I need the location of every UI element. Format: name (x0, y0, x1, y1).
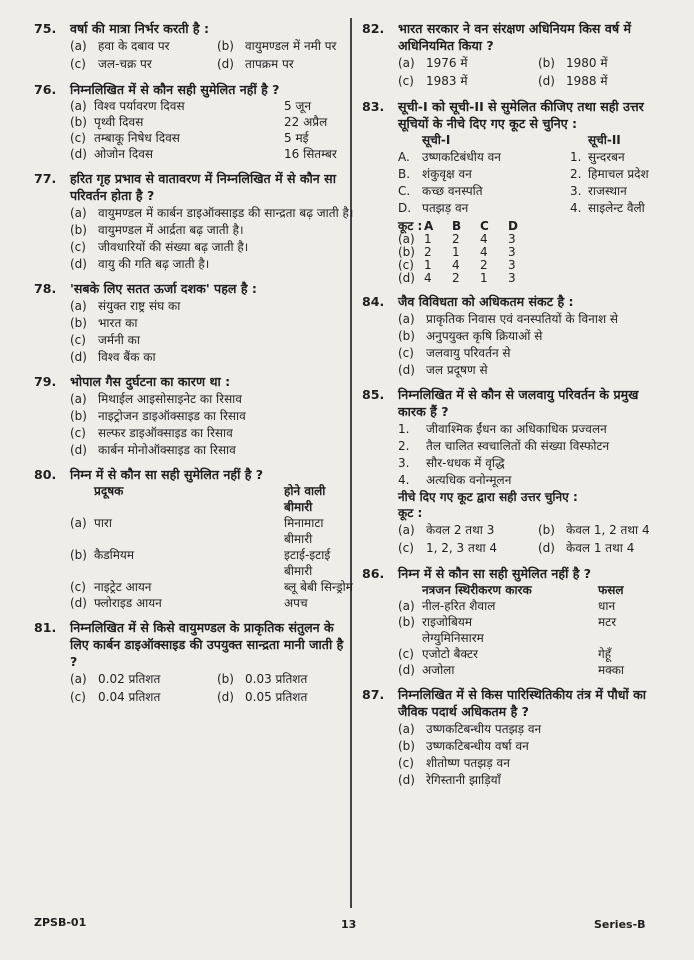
row-number: 2. (570, 167, 582, 181)
question-text: निम्नलिखित में से कौन सही सुमेलित नहीं है ? (70, 82, 280, 97)
option-c[interactable] (398, 540, 528, 556)
option-text: वायुमण्डल में आर्द्रता बढ़ जाती है। (98, 223, 244, 237)
option-label: (c) (398, 74, 414, 88)
code-col: B (452, 219, 462, 233)
match-right (598, 630, 668, 646)
question-number: 85. (362, 387, 385, 402)
option-label: (b) (70, 409, 87, 423)
option-label: (b) (217, 672, 234, 686)
option-label: (b) (538, 56, 555, 70)
question-82 (362, 20, 668, 90)
question-75 (34, 20, 354, 73)
option-label: (c) (70, 580, 86, 594)
row-label: A. (398, 150, 410, 164)
option-label: (b) (398, 739, 415, 753)
option-text: 1, 2, 3 तथा 4 (426, 541, 498, 555)
list-1-item: कच्छ वनस्पति (422, 184, 483, 198)
option-text: वायुमण्डल में नमी पर (245, 39, 337, 53)
column-header-right: होने वाली बीमारी (284, 484, 326, 514)
match-header (70, 483, 354, 515)
option-text: 1983 में (426, 74, 468, 88)
statement-3 (398, 455, 668, 471)
question-text: निम्न में से कौन सा सही सुमेलित नहीं है ? (398, 566, 592, 581)
match-left: लेग्युमिनिसारम (422, 631, 484, 645)
option-text: जलवायु परिवर्तन से (426, 346, 511, 360)
code-cell: 3 (508, 232, 516, 246)
question-number: 83. (362, 99, 385, 114)
option-label (398, 630, 422, 646)
option-text: जल-चक्र पर (98, 57, 152, 71)
match-left: तम्बाकू निषेध दिवस (94, 131, 180, 145)
option-d[interactable] (538, 73, 668, 89)
code-cell: 4 (452, 258, 460, 272)
column-header-left: नत्रजन स्थिरीकरण कारक (422, 583, 532, 597)
question-79 (34, 373, 354, 458)
code-label: कूट : (398, 506, 423, 520)
option-label: (c) (70, 131, 86, 145)
code-cell: 4 (424, 271, 432, 285)
match-row (398, 200, 668, 217)
question-80 (34, 466, 354, 611)
question-number: 86. (362, 566, 385, 581)
option-label: (d) (217, 690, 234, 704)
question-text: निम्नलिखित में से किस पारिस्थितिकीय तंत्र में पौधों का जैविक पदार्थ अधिकतम है ? (398, 687, 647, 719)
match-left: अजोला (422, 663, 455, 677)
match-right: इटाई-इटाई बीमारी (284, 548, 331, 578)
option-label: (d) (398, 663, 415, 677)
code-col: C (480, 219, 489, 233)
instruction-text: नीचे दिए गए कूट द्वारा सही उत्तर चुनिए : (398, 490, 578, 504)
list-1-header: सूची-I (422, 133, 451, 147)
statement-1 (398, 421, 668, 437)
option-text: रेगिस्तानी झाड़ियाँ (426, 773, 501, 787)
match-row (398, 149, 668, 166)
option-label: (a) (70, 299, 87, 313)
option-label: (c) (398, 346, 414, 360)
statement-label: 3. (398, 456, 410, 470)
option-a[interactable] (398, 311, 668, 327)
option-b[interactable] (217, 38, 354, 54)
row-label: D. (398, 201, 412, 215)
question-text: निम्नलिखित में से कौन से जलवायु परिवर्तन के प्रमुख कारक हैं ? (398, 387, 639, 419)
option-a[interactable] (398, 522, 528, 538)
option-c[interactable] (398, 755, 668, 771)
code-option-a[interactable] (398, 233, 668, 246)
question-84 (362, 293, 668, 378)
option-c[interactable] (70, 689, 207, 705)
option-d[interactable] (538, 540, 668, 556)
option-label: (a) (398, 232, 415, 246)
option-text: वायुमण्डल में कार्बन डाइऑक्साइड की सान्द्रता बढ़ जाती है। (98, 206, 354, 220)
match-row-c[interactable] (70, 130, 354, 146)
option-label: (d) (217, 57, 234, 71)
match-row-c[interactable] (70, 579, 354, 595)
match-left: नाइट्रेट आयन (94, 580, 152, 594)
column-header-right: फसल (598, 583, 624, 597)
option-b[interactable] (398, 328, 668, 344)
question-number: 87. (362, 687, 385, 702)
code-cell: 1 (452, 245, 460, 259)
option-label: (d) (538, 74, 555, 88)
match-row-b-cont (398, 630, 668, 646)
list-1-item: शंकुवृक्ष वन (422, 167, 472, 181)
option-label: (d) (538, 541, 555, 555)
option-text: उष्णकटिबन्धीय वर्षा वन (426, 739, 529, 753)
option-text: 0.05 प्रतिशत (245, 690, 308, 704)
option-text: केवल 1 तथा 4 (566, 541, 635, 555)
match-row-a[interactable] (70, 98, 354, 114)
statement-label: 4. (398, 473, 410, 487)
option-label: (d) (398, 363, 415, 377)
match-row (398, 183, 668, 200)
option-d[interactable] (398, 362, 668, 378)
match-left: नील-हरित शैवाल (422, 599, 496, 613)
code-col: A (424, 219, 434, 233)
option-c[interactable] (398, 345, 668, 361)
question-text: हरित गृह प्रभाव से वातावरण में निम्नलिखित में से कौन सा परिवर्तन होता है ? (70, 171, 336, 203)
option-label: (a) (398, 312, 415, 326)
option-label: (c) (70, 333, 86, 347)
match-right: 16 सितम्बर (284, 147, 337, 161)
question-text: जैव विविधता को अधिकतम संकट है : (398, 294, 574, 309)
row-label: C. (398, 184, 411, 198)
option-b[interactable] (70, 222, 354, 238)
option-label: (c) (70, 426, 86, 440)
column-header-left: प्रदूषक (94, 484, 124, 498)
option-d[interactable] (70, 442, 354, 458)
match-right: गेहूँ (598, 647, 612, 661)
option-text: 0.03 प्रतिशत (245, 672, 308, 686)
option-text: प्राकृतिक निवास एवं वनस्पतियों के विनाश से (426, 312, 619, 326)
option-c[interactable] (70, 425, 354, 441)
option-label: (a) (70, 516, 87, 530)
statement-2 (398, 438, 668, 454)
match-right: ब्लू बेबी सिन्ड्रोम (284, 580, 353, 594)
option-label: (a) (398, 523, 415, 537)
list-1-item: पतझड़ वन (422, 201, 469, 215)
option-label: (a) (398, 599, 415, 613)
option-a[interactable] (70, 38, 207, 54)
code-cell: 3 (508, 271, 516, 285)
question-83 (362, 98, 668, 285)
option-text: संयुक्त राष्ट्र संघ का (98, 299, 181, 313)
question-text: भारत सरकार ने वन संरक्षण अधिनियम किस वर्ष में अधिनियमित किया ? (398, 21, 632, 53)
match-right: मक्का (598, 663, 625, 677)
option-text: जीवधारियों की संख्या बढ़ जाती है। (98, 240, 249, 254)
option-label: (b) (538, 523, 555, 537)
option-text: शीतोष्ण पतझड़ वन (426, 756, 510, 770)
code-cell: 2 (452, 271, 460, 285)
match-row-b[interactable] (70, 114, 354, 130)
option-d[interactable] (217, 689, 354, 705)
option-text: हवा के दबाव पर (98, 39, 170, 53)
option-text: 0.04 प्रतिशत (98, 690, 161, 704)
option-b[interactable] (398, 738, 668, 754)
question-number: 82. (362, 21, 385, 36)
left-column (34, 20, 354, 714)
match-right: धान (598, 599, 616, 613)
option-label: (c) (398, 541, 414, 555)
match-right: मटर (598, 615, 617, 629)
option-text: सल्फर डाइऑक्साइड का रिसाव (98, 426, 233, 440)
code-cell: 3 (508, 258, 516, 272)
code-option-b[interactable] (398, 246, 668, 259)
question-number: 84. (362, 294, 385, 309)
option-b[interactable] (538, 522, 668, 538)
option-d[interactable] (398, 772, 668, 788)
option-c[interactable] (70, 239, 354, 255)
match-left: पारा (94, 516, 112, 530)
question-number: 79. (34, 374, 57, 389)
option-text: 0.02 प्रतिशत (98, 672, 161, 686)
option-text: केवल 1, 2 तथा 4 (566, 523, 650, 537)
match-row-a[interactable] (398, 598, 668, 614)
option-text: वायु की गति बढ़ जाती है। (98, 257, 210, 271)
match-row (398, 166, 668, 183)
match-row-d[interactable] (70, 595, 354, 611)
question-number: 78. (34, 281, 57, 296)
option-text: जल प्रदूषण से (426, 363, 488, 377)
statement-4 (398, 472, 668, 488)
question-86 (362, 565, 668, 678)
question-text: सूची-I को सूची-II से सुमेलित कीजिए तथा सही उत्तर सूचियों के नीचे दिए गए कूट से चुनिए : (398, 99, 644, 131)
option-b[interactable] (70, 315, 354, 331)
list-2-header: सूची-II (588, 133, 621, 147)
code-cell: 2 (452, 232, 460, 246)
code-label: कूट : (398, 219, 423, 233)
option-label: (a) (70, 392, 87, 406)
code-table (398, 220, 668, 285)
option-label: (a) (70, 99, 87, 113)
option-c[interactable] (70, 56, 207, 72)
list-2-item: सुन्दरबन (588, 150, 625, 164)
option-label: (c) (70, 690, 86, 704)
match-row-a[interactable] (70, 515, 354, 547)
option-label: (a) (70, 206, 87, 220)
match-right: मिनामाटा बीमारी (284, 516, 324, 546)
option-c[interactable] (70, 332, 354, 348)
code-cell: 4 (480, 232, 488, 246)
match-left: एजोटो बैक्टर (422, 647, 478, 661)
match-header (398, 582, 668, 598)
match-row-b[interactable] (398, 614, 668, 630)
option-label: (a) (70, 39, 87, 53)
option-b[interactable] (70, 408, 354, 424)
option-label: (b) (70, 316, 87, 330)
option-text: केवल 2 तथा 3 (426, 523, 495, 537)
option-label: (c) (398, 647, 414, 661)
question-number: 75. (34, 21, 57, 36)
match-left: ओजोन दिवस (94, 147, 154, 161)
row-number: 3. (570, 184, 582, 198)
option-text: 1980 में (566, 56, 608, 70)
code-cell: 2 (480, 258, 488, 272)
list-2-item: हिमाचल प्रदेश (588, 167, 649, 181)
option-label: (d) (70, 443, 87, 457)
list-2-item: राजस्थान (588, 184, 627, 198)
match-row-d[interactable] (70, 146, 354, 162)
question-text: 'सबके लिए सतत ऊर्जा दशक' पहल है : (70, 281, 257, 296)
option-text: मिथाईल आइसोसाइनेट का रिसाव (98, 392, 242, 406)
code-cell: 4 (480, 245, 488, 259)
code-cell: 3 (508, 245, 516, 259)
statement-text: अत्यधिक वनोन्मूलन (426, 473, 512, 487)
match-right: 5 जून (284, 99, 312, 113)
option-b[interactable] (538, 55, 668, 71)
code-cell: 1 (480, 271, 488, 285)
option-label: (b) (217, 39, 234, 53)
option-text: 1976 में (426, 56, 468, 70)
question-76 (34, 81, 354, 162)
option-label: (a) (398, 56, 415, 70)
option-text: तापक्रम पर (245, 57, 294, 71)
option-label: (b) (70, 223, 87, 237)
option-text: 1988 में (566, 74, 608, 88)
question-78 (34, 280, 354, 365)
question-85 (362, 386, 668, 557)
question-text: निम्नलिखित में से किसे वायुमण्डल के प्राकृतिक संतुलन के लिए कार्बन डाइऑक्साइड की उपयुक्त सान्द्रता मानी जाती है ? (70, 620, 344, 669)
option-label: (c) (398, 258, 414, 272)
match-left: विश्व पर्यावरण दिवस (94, 99, 185, 113)
option-label: (b) (398, 245, 415, 259)
question-77 (34, 170, 354, 272)
question-number: 76. (34, 82, 57, 97)
option-a[interactable] (70, 391, 354, 407)
list-2-item: साइलेन्ट वैली (588, 201, 645, 215)
option-text: विश्व बैंक का (98, 350, 156, 364)
option-d[interactable] (70, 349, 354, 365)
match-row-b[interactable] (70, 547, 354, 579)
option-a[interactable] (398, 55, 528, 71)
statement-text: तैल चालित स्वचालितों की संख्या विस्फोटन (426, 439, 610, 453)
option-label: (c) (70, 240, 86, 254)
match-row-d[interactable] (398, 662, 668, 678)
code-option-c[interactable] (398, 259, 668, 272)
option-label: (b) (398, 329, 415, 343)
list-1-item: उष्णकटिबंधीय वन (422, 150, 501, 164)
option-a[interactable] (70, 205, 354, 221)
match-right: अपच (284, 596, 308, 610)
question-number: 81. (34, 620, 57, 635)
code-option-d[interactable] (398, 272, 668, 285)
statement-text: जीवाश्मिक ईंधन का अधिकाधिक प्रज्वलन (426, 422, 607, 436)
code-cell: 2 (424, 245, 432, 259)
option-label: (a) (70, 672, 87, 686)
option-text: अनुपयुक्त कृषि क्रियाओं से (426, 329, 543, 343)
match-right: 22 अप्रैल (284, 115, 328, 129)
option-label: (d) (70, 596, 87, 610)
statement-label: 2. (398, 439, 410, 453)
option-text: जर्मनी का (98, 333, 140, 347)
question-text: निम्न में से कौन सा सही सुमेलित नहीं है ? (70, 467, 264, 482)
booklet-code: ZPSB-01 (34, 916, 87, 929)
row-label: B. (398, 167, 411, 181)
question-text: वर्षा की मात्रा निर्भर करती है : (70, 21, 210, 36)
match-row-c[interactable] (398, 646, 668, 662)
option-a[interactable] (70, 298, 354, 314)
question-81 (34, 619, 354, 706)
option-c[interactable] (398, 73, 528, 89)
option-label: (d) (70, 257, 87, 271)
question-number: 77. (34, 171, 57, 186)
option-text: उष्णकटिबन्धीय पतझड़ वन (426, 722, 542, 736)
option-a[interactable] (70, 671, 207, 687)
match-right: 5 मई (284, 131, 309, 145)
option-label: (b) (398, 615, 415, 629)
statement-text: सौर-धधक में वृद्धि (426, 456, 505, 470)
match-left: राइजोबियम (422, 615, 473, 629)
option-text: नाइट्रोजन डाइऑक्साइड का रिसाव (98, 409, 246, 423)
code-col: D (508, 219, 518, 233)
option-label: (d) (398, 271, 415, 285)
option-a[interactable] (398, 721, 668, 737)
series-label: Series-B (594, 918, 646, 931)
option-label: (a) (398, 722, 415, 736)
row-number: 1. (570, 150, 582, 164)
list-header (398, 132, 668, 149)
option-b[interactable] (217, 671, 354, 687)
statement-label: 1. (398, 422, 410, 436)
right-column (362, 20, 668, 796)
option-label: (c) (398, 756, 414, 770)
question-87 (362, 686, 668, 788)
question-text: भोपाल गैस दुर्घटना का कारण था : (70, 374, 231, 389)
match-left: कैडमियम (94, 548, 135, 562)
option-label: (d) (70, 147, 87, 161)
option-label: (b) (70, 548, 87, 562)
option-text: भारत का (98, 316, 138, 330)
code-cell: 1 (424, 232, 432, 246)
question-number: 80. (34, 467, 57, 482)
option-label: (c) (70, 57, 86, 71)
code-cell: 1 (424, 258, 432, 272)
row-number: 4. (570, 201, 582, 215)
option-label: (d) (398, 773, 415, 787)
option-d[interactable] (217, 56, 354, 72)
match-left: पृथ्वी दिवस (94, 115, 144, 129)
option-d[interactable] (70, 256, 354, 272)
page-number: 13 (341, 918, 357, 931)
option-text: कार्बन मोनोऑक्साइड का रिसाव (98, 443, 236, 457)
match-left: फ्लोराइड आयन (94, 596, 162, 610)
option-label: (b) (70, 115, 87, 129)
option-label: (d) (70, 350, 87, 364)
